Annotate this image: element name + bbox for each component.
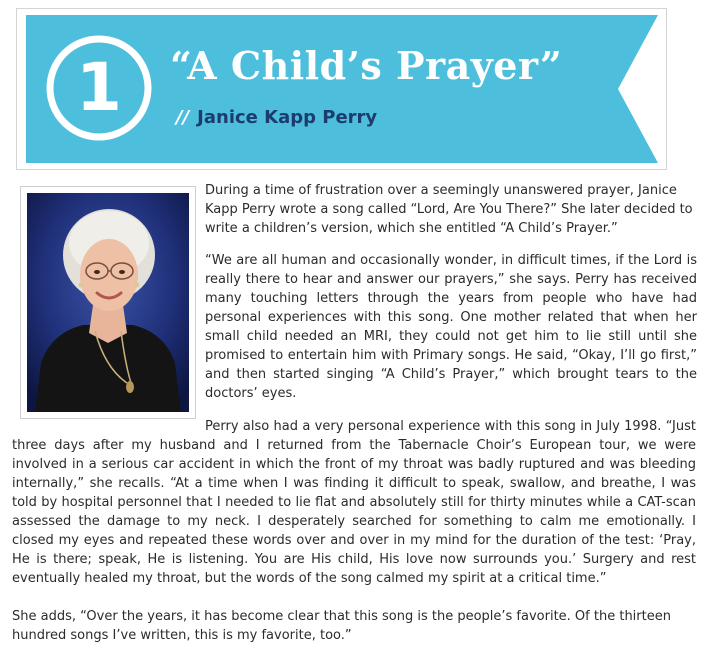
paragraph-4: She adds, “Over the years, it has become clear that this song is the people’s favorite. Of the thirteen hundred songs I’ve written, this is my favorite, too.” bbox=[12, 609, 671, 643]
author-name: Janice Kapp Perry bbox=[197, 107, 378, 128]
slash-divider: // bbox=[176, 107, 190, 128]
portrait-illustration bbox=[27, 193, 189, 412]
header-banner bbox=[26, 15, 658, 163]
paragraph-2: “We are all human and occasionally wonder, in difficult times, if the Lord is really there to hear and answer our prayers,” she says. Perry has received many touching letters through the years from people who have had personal experiences with this song. One mother related that when her small child needed an MRI, they could not get him to lie still until she promised to entertain him with Primary songs. He said, “Okay, I’ll go first,” and then started singing “A Child’s Prayer,” which brought tears to the doctors’ eyes. bbox=[205, 253, 697, 401]
item-number: 1 bbox=[76, 49, 122, 126]
author-photo bbox=[27, 193, 189, 412]
song-title: “A Child’s Prayer” bbox=[170, 43, 563, 88]
author-photo-frame bbox=[20, 186, 196, 419]
paragraph-3: Perry also had a very personal experience with this song in July 1998. “Just three days after my husband and I returned from the Tabernacle Choir’s European tour, we were involved in a serious car accident in which the front of my throat was badly ruptured and was bleeding internally,” she recalls. “At a time when I was finding it difficult to speak, swallow, and breathe, I was told by hospital personnel that I needed to lie flat and absolutely still for thirty minutes while a CAT-scan assessed the damage to my neck. I desperately searched for something to calm me emotionally. I closed my eyes and repeated these words over and over in my mind for the duration of the test: ‘Pray, He is there; speak, He is listening. You are His child, His love now surrounds you.’ Surgery and rest eventually healed my throat, but the words of the song calmed my spirit at a critical time.” bbox=[12, 419, 696, 586]
header-banner-frame bbox=[16, 8, 667, 170]
author-line bbox=[176, 107, 377, 128]
paragraph-1: During a time of frustration over a seemingly unanswered prayer, Janice Kapp Perry wrote a song called “Lord, Are You There?” She later decided to write a children’s version, which she entitled “A Child’s Prayer.” bbox=[205, 183, 693, 236]
